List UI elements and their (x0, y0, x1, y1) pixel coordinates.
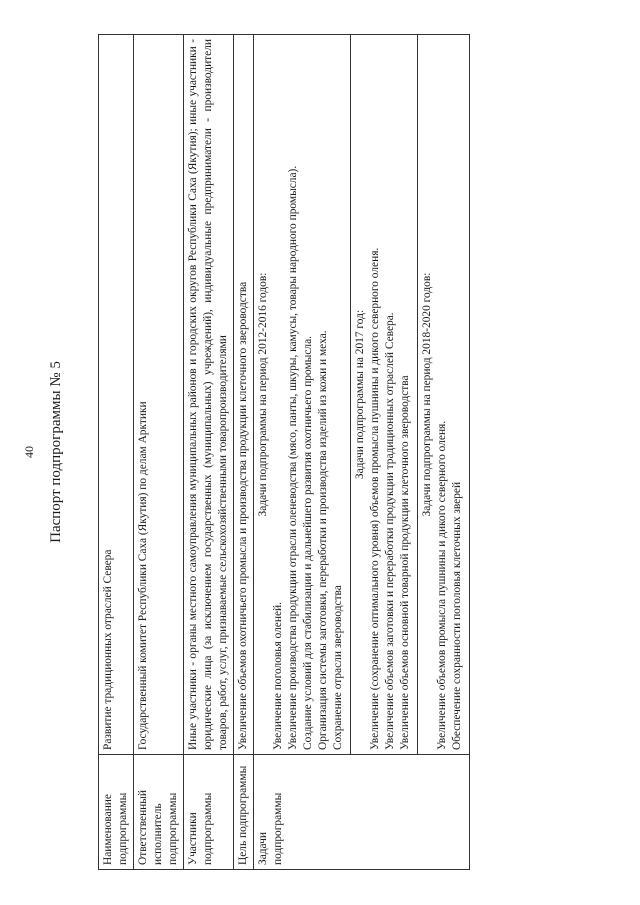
row-value-tasks (254, 35, 470, 755)
row-value-goal: Увеличение объемов охотничьего промысла и производства продукции клеточного звероводства (234, 35, 254, 755)
table-row (184, 35, 234, 870)
document-page (20, 22, 620, 882)
task-item: Увеличение (сохранение оптимального уровня) объемов промысла пушнины и дикого северного оленя. (369, 247, 381, 750)
table-row (134, 35, 184, 870)
document-title: Паспорт подпрограммы № 5 (48, 361, 64, 543)
tasks-group-heading: Задачи подпрограммы на период 2018-2020 годов: (421, 272, 433, 517)
task-item: Увеличение поголовья оленей. (272, 602, 284, 750)
task-item: Создание условий для стабилизации и дальнейшего развития охотничьего промысла. (302, 336, 314, 750)
tasks-group-heading: Задачи подпрограммы на 2017 год: (354, 309, 366, 480)
row-label-participants: Участники подпрограммы (184, 755, 234, 870)
row-value-name: Развитие традиционных отраслей Севера (99, 35, 134, 755)
tasks-group-heading: Задачи подпрограммы на период 2012-2016 годов: (257, 272, 269, 517)
task-item: Увеличение производства продукции отрасли оленеводства (мясо, панты, шкуры, камусы, товары народного промысла). (287, 165, 299, 750)
tasks-group-2018-2020 (418, 35, 469, 754)
row-value-participants: Иные участники - органы местного самоуправления муниципальных районов и городских округов Республики Саха (Якутия); иные участники - юридические лица (за исключением государственных (муниципальных) учреждений), индивидуальные предприниматели - производители товаров, работ, услуг, признаваемые сельскохозяйственными товаропроизводителями (184, 35, 234, 755)
task-item: Увеличение объемов промысла пушнины и дикого северного оленя. (436, 420, 448, 750)
task-item: Обеспечение сохранности поголовья клеточных зверей (451, 481, 463, 750)
row-label-name: Наименование подпрограммы (99, 755, 134, 870)
row-label-tasks: Задачи подпрограммы (254, 755, 470, 870)
row-value-executor: Государственный комитет Республики Саха (Якутия) по делам Арктики (134, 35, 184, 755)
row-label-executor: Ответственный исполнитель подпрограммы (134, 755, 184, 870)
tasks-group-2012-2016 (254, 35, 351, 754)
passport-table (98, 34, 470, 870)
page-number: 40 (22, 446, 36, 458)
table-row (99, 35, 134, 870)
task-item: Увеличение объемов основной товарной продукции клеточного звероводства (399, 375, 411, 750)
row-label-goal: Цель подпрограммы (234, 755, 254, 870)
table-row (234, 35, 254, 870)
tasks-group-2017 (351, 35, 418, 754)
table-row (254, 35, 470, 870)
task-item: Сохранение отрасли звероводства (332, 585, 344, 750)
task-item: Увеличение объемов заготовки и переработки продукции традиционных отраслей Севера. (384, 312, 396, 750)
task-item: Организация системы заготовки, переработки и производства изделий из кожи и меха. (317, 330, 329, 750)
